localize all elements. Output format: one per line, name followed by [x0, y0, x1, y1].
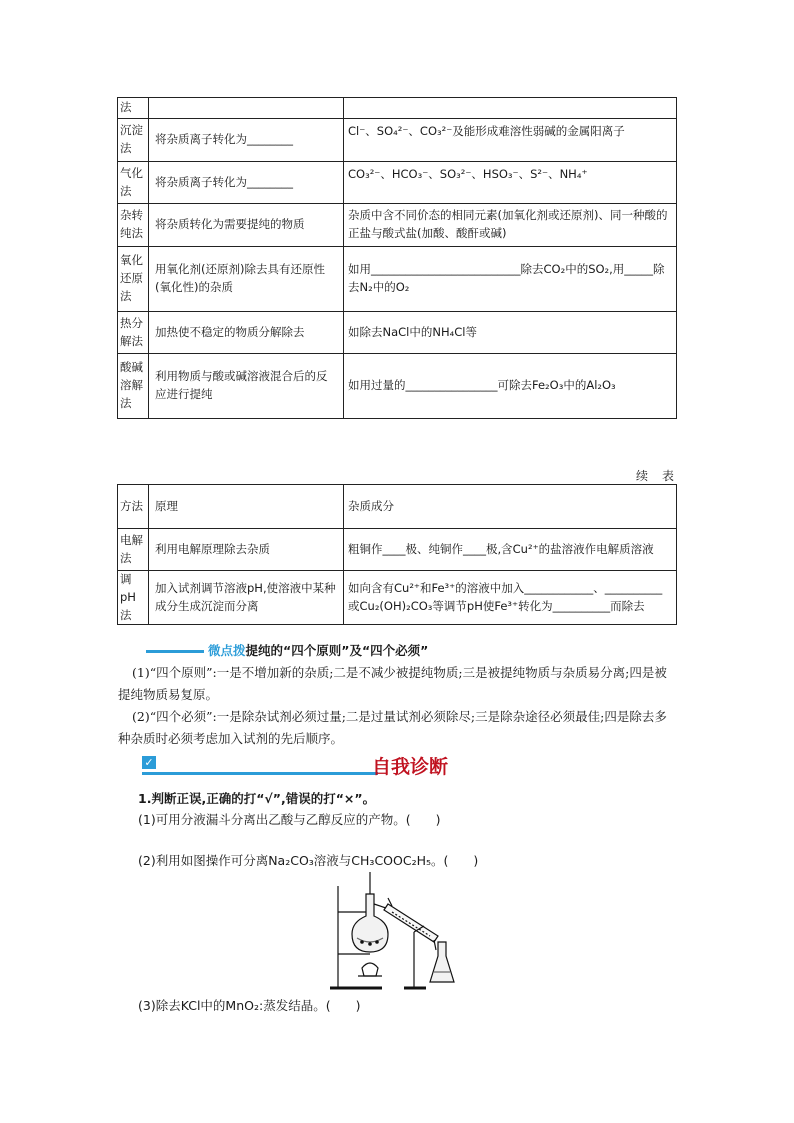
table-row: [118, 162, 677, 204]
method-cell: 气化法: [118, 162, 149, 204]
self-diagnosis-heading: [142, 752, 472, 778]
purification-table-1: [117, 97, 677, 419]
question-1-1: (1)可用分液漏斗分离出乙酸与乙醇反应的产物。( ): [138, 812, 441, 827]
table-header-row: [118, 485, 677, 529]
tip-title: 提纯的“四个原则”及“四个必须”: [245, 643, 429, 658]
question-1-3: (3)除去KCl中的MnO₂:蒸发结晶。( ): [138, 998, 361, 1013]
table-row: [118, 529, 677, 571]
content-cell: 粗铜作____极、纯铜作____极,含Cu²⁺的盐溶液作电解质溶液: [344, 529, 677, 571]
method-cell: 氧化还原法: [118, 247, 149, 312]
table-row: [118, 354, 677, 419]
principle-cell: 利用物质与酸或碱溶液混合后的反应进行提纯: [149, 354, 344, 419]
principle-cell: 加入试剂调节溶液pH,使溶液中某种成分生成沉淀而分离: [149, 571, 344, 625]
heading-underline: [142, 772, 378, 775]
tip-paragraph-2: (2)“四个必须”:一是除杂试剂必须过量;二是过量试剂必须除尽;三是除杂途径必须最佳;四是除去多种杂质时必须考虑加入试剂的先后顺序。: [118, 708, 667, 746]
principle-cell: 用氧化剂(还原剂)除去具有还原性(氧化性)的杂质: [149, 247, 344, 312]
table-row: [118, 119, 677, 162]
question-1-head: 1.判断正误,正确的打“√”,错误的打“×”。: [138, 791, 376, 806]
table-row: [118, 312, 677, 354]
content-cell: [344, 98, 677, 119]
header-method: 方法: [118, 485, 149, 529]
principle-cell: [149, 98, 344, 119]
content-cell: 如除去NaCl中的NH₄Cl等: [344, 312, 677, 354]
table-row: [118, 571, 677, 625]
tip-paragraph-1: (1)“四个原则”:一是不增加新的杂质;二是不减少被提纯物质;三是被提纯物质与杂质易分离;四是被提纯物质易复原。: [118, 664, 667, 702]
content-cell: CO₃²⁻、HCO₃⁻、SO₃²⁻、HSO₃⁻、S²⁻、NH₄⁺: [344, 162, 677, 204]
method-cell: 调pH法: [118, 571, 149, 625]
section-title: 自我诊断: [372, 756, 449, 778]
content-cell: 如用过量的________________可除去Fe₂O₃中的Al₂O₃: [344, 354, 677, 419]
content-cell: Cl⁻、SO₄²⁻、CO₃²⁻及能形成难溶性弱碱的金属阳离子: [344, 119, 677, 162]
principle-cell: 将杂质离子转化为________: [149, 119, 344, 162]
content-cell: 如用__________________________除去CO₂中的SO₂,用_____除去N₂中的O₂: [344, 247, 677, 312]
purification-table-2: [117, 484, 677, 625]
header-principle: 原理: [149, 485, 344, 529]
content-cell: 杂质中含不同价态的相同元素(加氧化剂或还原剂)、同一种酸的正盐与酸式盐(加酸、酸酐或碱): [344, 204, 677, 247]
method-cell: 法: [118, 98, 149, 119]
tip-section: [118, 640, 678, 749]
method-cell: 电解法: [118, 529, 149, 571]
table-row: [118, 98, 677, 119]
distillation-apparatus-icon: [330, 872, 462, 990]
tip-bar: [146, 650, 204, 653]
check-icon: ✓: [142, 756, 156, 769]
table-row: [118, 247, 677, 312]
question-1-2: (2)利用如图操作可分离Na₂CO₃溶液与CH₃COOC₂H₅。( ): [138, 853, 479, 868]
continued-label: 续表: [636, 469, 689, 483]
header-content: 杂质成分: [344, 485, 677, 529]
tip-label: 微点拨: [208, 643, 246, 658]
tip-heading: [118, 640, 678, 662]
method-cell: 杂转纯法: [118, 204, 149, 247]
method-cell: 酸碱溶解法: [118, 354, 149, 419]
principle-cell: 将杂质离子转化为________: [149, 162, 344, 204]
method-cell: 热分解法: [118, 312, 149, 354]
principle-cell: 利用电解原理除去杂质: [149, 529, 344, 571]
table-row: [118, 204, 677, 247]
content-cell: 如向含有Cu²⁺和Fe³⁺的溶液中加入____________、__________或Cu₂(OH)₂CO₃等调节pH使Fe³⁺转化为__________而除去: [344, 571, 677, 625]
method-cell: 沉淀法: [118, 119, 149, 162]
principle-cell: 加热使不稳定的物质分解除去: [149, 312, 344, 354]
principle-cell: 将杂质转化为需要提纯的物质: [149, 204, 344, 247]
